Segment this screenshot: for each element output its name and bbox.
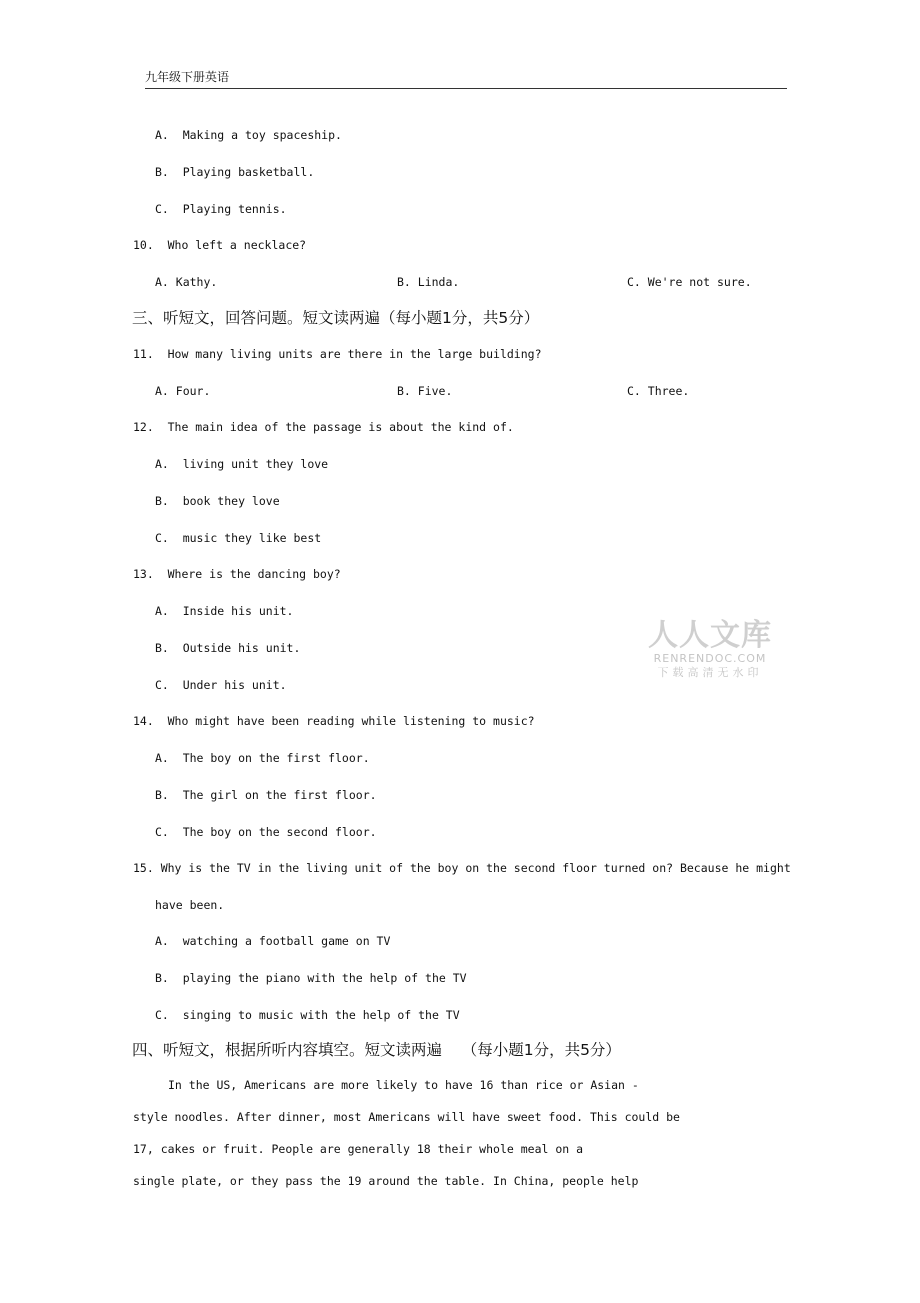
q11-option-b: B. Five. <box>397 384 453 398</box>
q13-option-a: A. Inside his unit. <box>155 604 294 618</box>
q14-option-a: A. The boy on the first floor. <box>155 751 370 765</box>
q14-question: 14. Who might have been reading while listening to music? <box>133 714 535 728</box>
section-4-heading: 四、听短文，根据所听内容填空。短文读两遍 （每小题1分，共5分） <box>132 1041 621 1059</box>
q12-option-b: B. book they love <box>155 494 280 508</box>
q10-option-b: B. Linda. <box>397 275 460 289</box>
q12-question: 12. The main idea of the passage is about the kind of. <box>133 420 514 434</box>
passage-line-4: single plate, or they pass the 19 around the table. In China, people help <box>133 1174 639 1188</box>
q15-question-line-2: have been. <box>155 898 225 912</box>
header-title: 九年级下册英语 <box>145 70 230 84</box>
q9-option-a: A. Making a toy spaceship. <box>155 128 342 142</box>
watermark <box>646 620 774 686</box>
q14-option-c: C. The boy on the second floor. <box>155 825 377 839</box>
q13-question: 13. Where is the dancing boy? <box>133 567 341 581</box>
q15-question-line-1: 15. Why is the TV in the living unit of the boy on the second floor turned on? Because he might <box>133 861 791 875</box>
section-3-heading: 三、听短文，回答问题。短文读两遍（每小题1分，共5分） <box>132 309 540 327</box>
q10-option-c: C. We're not sure. <box>627 275 752 289</box>
q13-option-c: C. Under his unit. <box>155 678 287 692</box>
q15-option-c: C. singing to music with the help of the TV <box>155 1008 460 1022</box>
q15-option-a: A. watching a football game on TV <box>155 934 391 948</box>
q11-question: 11. How many living units are there in the large building? <box>133 347 542 361</box>
q12-option-a: A. living unit they love <box>155 457 329 471</box>
q9-option-c: C. Playing tennis. <box>155 202 287 216</box>
passage-line-2: style noodles. After dinner, most Americans will have sweet food. This could be <box>133 1110 680 1124</box>
q9-option-b: B. Playing basketball. <box>155 165 315 179</box>
passage-line-1: In the US, Americans are more likely to have 16 than rice or Asian - <box>168 1078 639 1092</box>
q11-option-a: A. Four. <box>155 384 211 398</box>
q12-option-c: C. music they like best <box>155 531 322 545</box>
q10-option-a: A. Kathy. <box>155 275 218 289</box>
watermark-domain: RENRENDOC.COM <box>653 652 767 665</box>
passage-line-3: 17, cakes or fruit. People are generally 18 their whole meal on a <box>133 1142 584 1156</box>
q11-option-c: C. Three. <box>627 384 690 398</box>
q13-option-b: B. Outside his unit. <box>155 641 301 655</box>
watermark-logo: 人人文库 <box>648 618 772 653</box>
page-header <box>145 66 787 89</box>
q15-option-b: B. playing the piano with the help of the TV <box>155 971 467 985</box>
watermark-tagline: 下载高清无水印 <box>657 666 763 679</box>
q14-option-b: B. The girl on the first floor. <box>155 788 377 802</box>
q10-question: 10. Who left a necklace? <box>133 238 307 252</box>
